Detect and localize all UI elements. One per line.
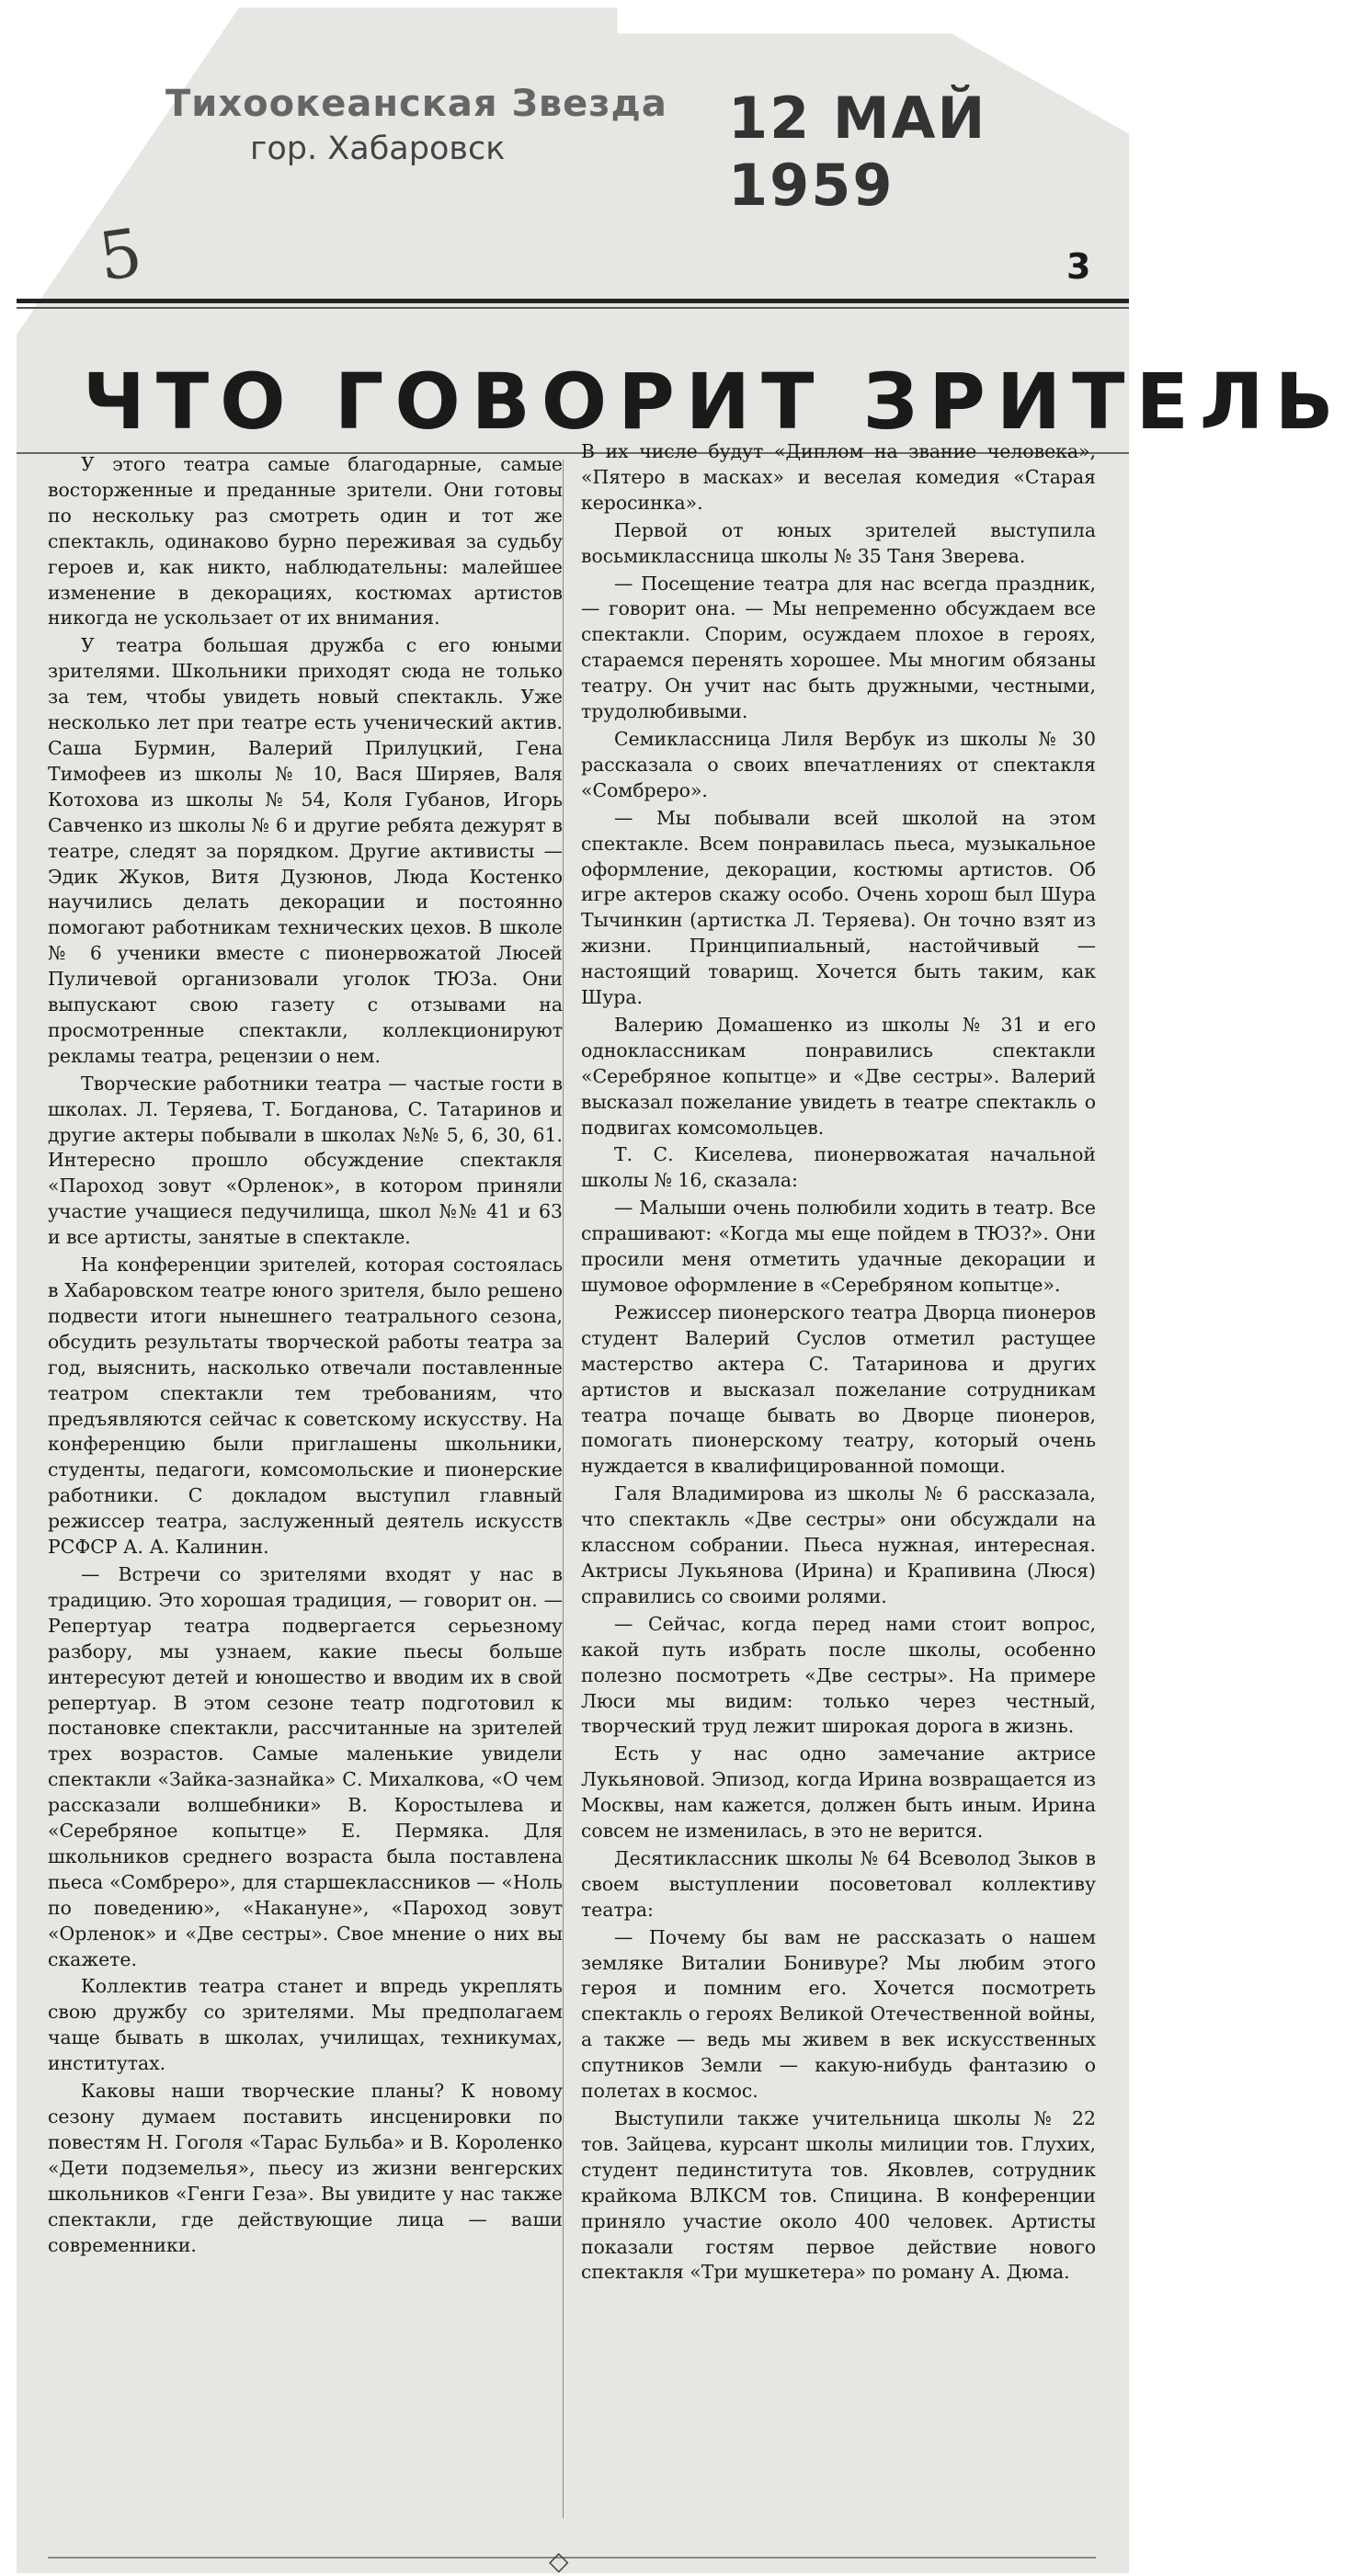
paragraph: В их числе будут «Диплом на звание человека», «Пятеро в масках» и веселая комедия «Старая керосинка». <box>581 440 1096 514</box>
right-column <box>581 439 1096 2516</box>
paragraph: Творческие работники театра — частые гости в школах. Л. Теряева, Т. Богданова, С. Татаринов и другие актеры побывали в школах №№ 5, 6, 30, 61. Интересно прошло обсуждение спектакля «Пароход зовут «Орленок», в котором приняли участие учащиеся педучилища, школ №№ 41 и 63 и все артисты, занятые в спектакле. <box>48 1072 563 1249</box>
paragraph: — Посещение театра для нас всегда праздник, — говорит она. — Мы непременно обсуждаем все спектакли. Спорим, осуждаем плохое в героях, стараемся перенять хорошее. Мы многим обязаны театру. Он учит нас быть дружными, честными, трудолюбивыми. <box>581 572 1096 723</box>
paragraph: — Почему бы вам не рассказать о нашем земляке Виталии Бонивуре? Мы любим этого героя и помним его. Хочется посмотреть спектакль о героях Великой Отечественной войны, а также — ведь мы живем в век искусственных спутников Земли — какую-нибудь фантазию о полетах в космос. <box>581 1925 1096 2103</box>
paragraph: Выступили также учительница школы № 22 тов. Зайцева, курсант школы милиции тов. Глухих, студент пединститута тов. Яковлев, сотрудник крайкома ВЛКСМ тов. Спицина. В конференции приняло участие около 400 человек. Артисты показали гостям первое действие нового спектакля «Три мушкетера» по роману А. Дюма. <box>581 2107 1096 2284</box>
paragraph: Коллектив театра станет и впредь укреплять свою дружбу со зрителями. Мы предполагаем чаще бывать в школах, училищах, техникумах, институтах. <box>48 1975 563 2075</box>
paragraph: Т. С. Киселева, пионервожатая начальной школы № 16, сказала: <box>581 1143 1096 1192</box>
paragraph: Есть у нас одно замечание актрисе Лукьяновой. Эпизод, когда Ирина возвращается из Москвы, нам кажется, должен быть иным. Ирина совсем не изменилась, в это не верится. <box>581 1742 1096 1843</box>
handwritten-mark: 5 <box>94 213 147 296</box>
column-divider <box>563 460 564 2518</box>
paragraph: У театра большая дружба с его юными зрителями. Школьники приходят сюда не только за тем, чтобы увидеть новый спектакль. Уже несколько лет при театре есть ученический актив. Саша Бурмин, Валерий Прилуцкий, Гена Тимофеев из школы № 10, Вася Ширяев, Валя Котохова из школы № 54, Коля Губанов, Игорь Савченко из школы № 6 и другие ребята дежурят в театре, следят за порядком. Другие активисты — Эдик Жуков, Витя Дузюнов, Люда Костенко научились делать декорации и постоянно помогают работникам технических цехов. В школе № 6 ученики вместе с пионервожатой Люсей Пуличевой организовали уголок ТЮЗа. Они выпускают свою газету с отзывами на просмотренные спектакли, коллекционируют рекламы театра, рецензии о нем. <box>48 634 563 1067</box>
page-number: 3 <box>1066 246 1091 287</box>
newspaper-stamp <box>165 83 667 167</box>
newspaper-city: гор. Хабаровск <box>250 131 506 167</box>
paragraph: У этого театра самые благодарные, самые восторженные и преданные зрители. Они готовы по нескольку раз смотреть один и тот же спектакль, одинаково бурно переживая за судьбу героев и, как никто, наблюдательны: малейшее изменение в декорациях, костюмах артистов никогда не ускользает от их внимания. <box>48 453 563 630</box>
paragraph: — Сейчас, когда перед нами стоит вопрос, какой путь избрать после школы, особенно полезно посмотреть «Две сестры». На примере Люси мы видим: только через честный, творческий труд лежит широкая дорога в жизнь. <box>581 1612 1096 1738</box>
paragraph: — Встречи со зрителями входят у нас в традицию. Это хорошая традиция, — говорит он. — Репертуар театра подвергается серьезному разбору, мы узнаем, какие пьесы больше интересуют детей и юношество и вводим их в свой репертуар. В этом сезоне театр подготовил к постановке спектакли, рассчитанные на зрителей трех возрастов. Самые маленькие увидели спектакли «Зайка-зазнайка» С. Михалкова, «О чем рассказали волшебники» В. Коростылева и «Серебряное копытце» Е. Пермяка. Для школьников среднего возраста была поставлена пьеса «Сомбреро», для старшеклассников — «Ноль по поведению», «Накануне», «Пароход зовут «Орленок» и «Две сестры». Свое мнение о них вы скажете. <box>48 1562 563 1970</box>
top-rule-thin <box>17 307 1129 309</box>
issue-date: 12 МАЙ 1959 <box>728 85 987 219</box>
paragraph: — Мы побывали всей школой на этом спектакле. Всем понравилась пьеса, музыкальное оформление, декорации, костюмы артистов. Об игре актеров скажу особо. Очень хорош был Шура Тычинкин (артистка Л. Теряева). Он точно взят из жизни. Принципиальный, настойчивый — настоящий товарищ. Хочется быть таким, как Шура. <box>581 806 1096 1009</box>
paragraph: Первой от юных зрителей выступила восьмиклассница школы № 35 Таня Зверева. <box>581 518 1096 567</box>
paragraph: Галя Владимирова из школы № 6 рассказала, что спектакль «Две сестры» они обсуждали на классном собрании. Пьеса нужная, интересная. Актрисы Лукьянова (Ирина) и Крапивина (Люся) справились со своими ролями. <box>581 1482 1096 1607</box>
article-headline: ЧТО ГОВОРИТ ЗРИТЕЛЬ <box>83 357 1345 447</box>
top-rule <box>17 299 1129 303</box>
paragraph: Десятиклассник школы № 64 Всеволод Зыков в своем выступлении посоветовал коллективу театра: <box>581 1846 1096 1921</box>
newspaper-name: Тихоокеанская Звезда <box>165 83 667 125</box>
paragraph: Валерию Домашенко из школы № 31 и его одноклассникам понравились спектакли «Серебряное копытце» и «Две сестры». Валерий высказал пожелание увидеть в театре спектакль о подвигах комсомольцев. <box>581 1013 1096 1139</box>
left-column <box>48 452 563 2529</box>
paragraph: На конференции зрителей, которая состоялась в Хабаровском театре юного зрителя, было решено подвести итоги нынешнего театрального сезона, обсудить результаты творческой работы театра за год, выяснить, насколько отвечали поставленные театром спектакли тем требованиям, что предъявляются сейчас к советскому искусству. На конференцию были приглашены школьники, студенты, педагоги, комсомольские и пионерские работники. С докладом выступил главный режиссер театра, заслуженный деятель искусств РСФСР А. А. Калинин. <box>48 1254 563 1559</box>
paragraph: — Малыши очень полюбили ходить в театр. Все спрашивают: «Когда мы еще пойдем в ТЮЗ?». Они просили меня отметить удачные декорации и шумовое оформление в «Серебряном копытце». <box>581 1197 1096 1296</box>
bottom-rule <box>48 2557 1096 2559</box>
paragraph: Режиссер пионерского театра Дворца пионеров студент Валерий Суслов отметил растущее мастерство актера С. Татаринова и других артистов и высказал пожелание сотрудникам театра почаще бывать во Дворце пионеров, помогать пионерскому театру, который очень нуждается в квалифицированной помощи. <box>581 1300 1096 1478</box>
paragraph: Каковы наши творческие планы? К новому сезону думаем поставить инсценировки по повестям Н. Гоголя «Тарас Бульба» и В. Короленко «Дети подземелья», пьесу из жизни венгерских школьников «Генги Геза». Вы увидите у нас также спектакли, где действующие лица — ваши современники. <box>48 2080 563 2256</box>
diamond-ornament-icon: ◇ <box>549 2546 569 2576</box>
paragraph: Семиклассница Лиля Вербук из школы № 30 рассказала о своих впечатлениях от спектакля «Сомбреро». <box>581 727 1096 801</box>
